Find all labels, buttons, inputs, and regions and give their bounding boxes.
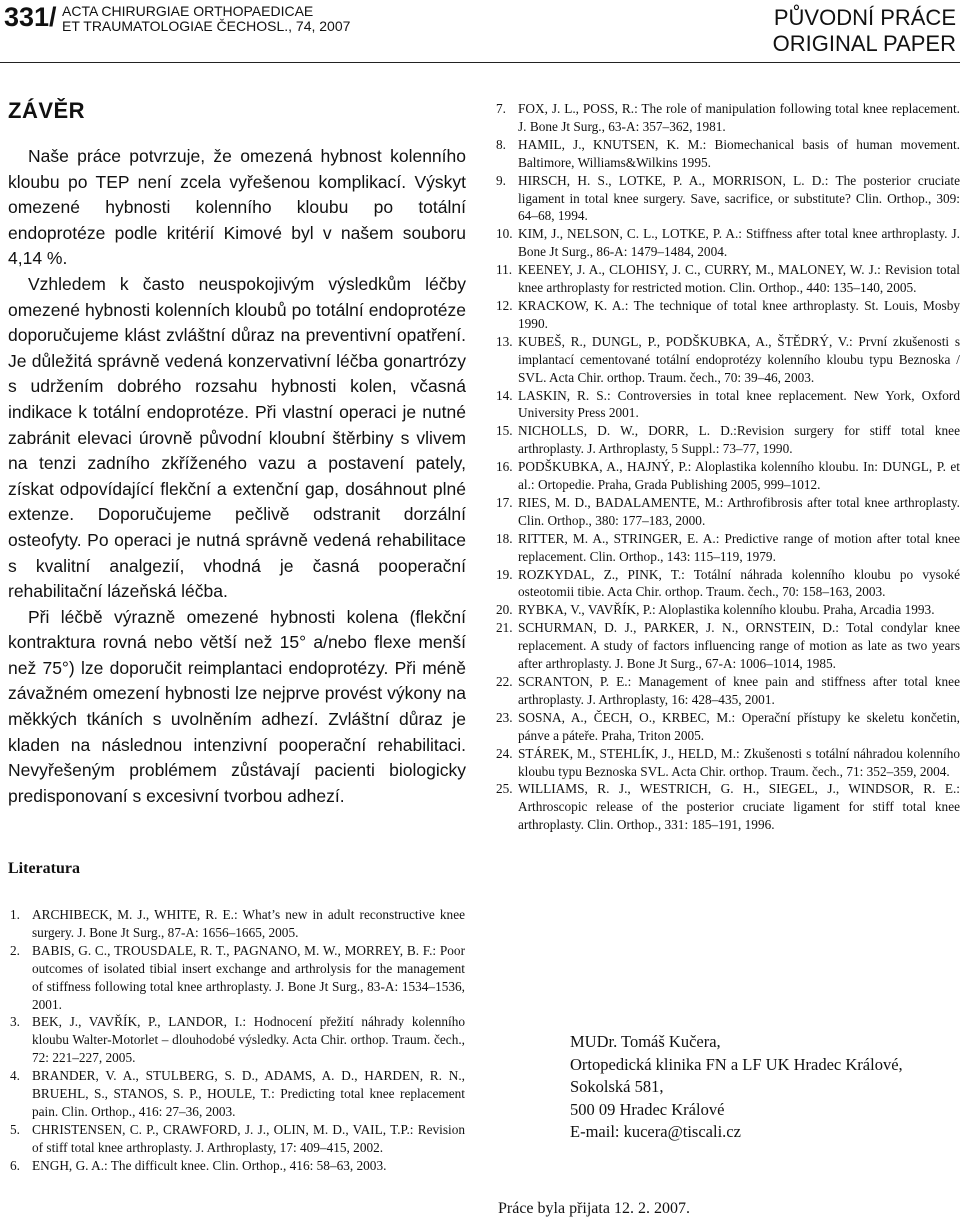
reference-text: HIRSCH, H. S., LOTKE, P. A., MORRISON, L. D.: The posterior cruciate ligament in total knee surgery. Save, sacrifice, or substitute? Clin. Orthop., 309: 64–68, 1994. (518, 172, 960, 224)
reference-text: KEENEY, J. A., CLOHISY, J. C., CURRY, M., MALONEY, W. J.: Revision total knee arthroplasty for restricted motion. Clin. Orthop., 440: 135–140, 2005. (518, 262, 960, 296)
reference-item (10, 906, 465, 942)
reference-number: 14. (496, 387, 513, 403)
conclusion-paragraph: Naše práce potvrzuje, že omezená hybnost kolenního kloubu po TEP není zcela vyřešenou komplikací. Výskyt omezené hybnosti kolenního kloubu po totální endoprotéze podle kritérií Kimové byl v našem souboru 4,14 %. (8, 146, 466, 269)
reference-item (496, 530, 960, 566)
reference-item (10, 1157, 465, 1175)
reference-item (496, 172, 960, 226)
reference-item (10, 1067, 465, 1121)
reference-number: 13. (496, 333, 513, 349)
reference-text: RYBKA, V., VAVŘÍK, P.: Aloplastika kolenního kloubu. Praha, Arcadia 1993. (518, 602, 935, 618)
reference-number: 12. (496, 297, 513, 313)
reference-number: 19. (496, 566, 513, 582)
reference-text: BEK, J., VAVŘÍK, P., LANDOR, I.: Hodnocení přežití náhrady kolenního kloubu Walter-Motorlet – dlouhodobé výsledky. Acta Chir. orthop. Traum. čech., 72: 221–227, 2005. (32, 1014, 465, 1066)
reference-number: 1. (10, 907, 20, 922)
reference-item (496, 601, 960, 619)
reference-item (496, 333, 960, 387)
reference-item (10, 942, 465, 1014)
reference-text: HAMIL, J., KNUTSEN, K. M.: Biomechanical basis of human movement. Baltimore, Williams&Wilkins 1995. (518, 136, 960, 170)
reference-text: NICHOLLS, D. W., DORR, L. D.:Revision surgery for stiff total knee arthroplasty. J. Arthroplasty, 5 Suppl.: 73–77, 1990. (518, 423, 960, 457)
reference-number: 4. (10, 1068, 20, 1084)
reference-item (496, 745, 960, 781)
reference-number: 20. (496, 602, 513, 618)
journal-line-2: ET TRAUMATOLOGIAE ČECHOSL., 74, 2007 (62, 18, 351, 34)
author-address (570, 1031, 903, 1144)
reference-text: LASKIN, R. S.: Controversies in total knee replacement. New York, Oxford University Press 2001. (518, 387, 960, 421)
reference-number: 2. (10, 942, 20, 958)
reference-item (496, 225, 960, 261)
reference-number: 17. (496, 494, 513, 510)
reference-text: FOX, J. L., POSS, R.: The role of manipulation following total knee replacement. J. Bone Jt Surg., 63-A: 357–362, 1981. (518, 101, 960, 134)
page-header (0, 0, 960, 70)
reference-number: 18. (496, 530, 513, 546)
literature-heading: Literatura (8, 860, 80, 877)
reference-number: 22. (496, 674, 513, 689)
reference-list-left (10, 906, 465, 1175)
reference-item (496, 619, 960, 673)
conclusion-paragraph: Při léčbě výrazně omezené hybnosti kolena (flekční kontraktura rovná nebo větší než 15° a/nebo flexe menší než 75°) lze doporučit reimplantaci endoprotézy. Při méně závažném omezení hybnosti lze nejprve provést výkony na měkkých tkáních s uvolněním adhezí. Zvláštní důraz je kladen na následnou intenzivní pooperační rehabilitaci. Nevyřešeným problémem zůstávají pacienti biologicky predisponovaní s excesivní tvorbou adhezí. (8, 606, 466, 806)
reference-text: SCRANTON, P. E.: Management of knee pain and stiffness after total knee arthroplasty. J. Arthroplasty, 16: 428–435, 2001. (518, 674, 960, 707)
reference-text: ENGH, G. A.: The difficult knee. Clin. Orthop., 416: 58–63, 2003. (32, 1157, 387, 1173)
reference-number: 5. (10, 1121, 20, 1137)
reference-number: 10. (496, 226, 513, 242)
journal-name (62, 4, 350, 34)
conclusion-heading: ZÁVĚR (8, 98, 86, 123)
header-rule (0, 62, 960, 63)
reference-number: 16. (496, 459, 513, 475)
reference-number: 25. (496, 781, 513, 797)
accepted-date: Práce byla přijata 12. 2. 2007. (498, 1200, 690, 1217)
reference-text: RIES, M. D., BADALAMENTE, M.: Arthrofibrosis after total knee arthroplasty. Clin. Orthop., 380: 177–183, 2000. (518, 494, 960, 528)
author-email: E-mail: kucera@tiscali.cz (570, 1122, 741, 1142)
page-number: 331/ (4, 2, 57, 32)
reference-text: BRANDER, V. A., STULBERG, S. D., ADAMS, A. D., HARDEN, R. N., BRUEHL, S., STANOS, S. P., HOULE, T.: Predicting total knee replacement pain. Clin. Orthop., 416: 27–36, 2003. (32, 1068, 465, 1119)
reference-item (496, 494, 960, 530)
reference-item (496, 458, 960, 494)
reference-item (496, 261, 960, 297)
reference-item (10, 1121, 465, 1157)
reference-number: 3. (10, 1014, 20, 1030)
conclusion-section (8, 98, 466, 809)
reference-item (496, 709, 960, 745)
reference-item (496, 387, 960, 423)
reference-text: CHRISTENSEN, C. P., CRAWFORD, J. J., OLIN, M. D., VAIL, T.P.: Revision of stiff total knee arthroplasty. J. Arthroplasty, 17: 409–415, 2002. (32, 1121, 465, 1155)
reference-number: 8. (496, 136, 506, 152)
conclusion-paragraph: Vzhledem k často neuspokojivým výsledkům léčby omezené hybnosti kolenních kloubů po totální endoprotéze doporučujeme klást zvláštní důraz na preventivní opatření. Je důležitá správně vedená konzervativní léčba gonartrózy s udržením dobrého rozsahu hybnosti kolen, včasná indikace k totální endoprotéze. Při vlastní operaci je nutné zabránit elevaci úrovně původní kloubní štěrbiny s vlivem na tenzi zadního zkříženého vazu a postavení pately, získat odpovídající flekční a extenční gap, dosáhnout plné extenze. Doporučujeme pečlivě odstranit dorzální osteofyty. Po operaci je nutná správně vedená rehabilitace s kvalitní analgezií, vhodná je časná pooperační rehabilitační lázeňská léčba. (8, 273, 466, 602)
reference-number: 15. (496, 423, 513, 439)
reference-number: 6. (10, 1157, 20, 1173)
reference-item (496, 100, 960, 136)
reference-text: KIM, J., NELSON, C. L., LOTKE, P. A.: Stiffness after total knee arthroplasty. J. Bone Jt Surg., 86-A: 1479–1484, 2004. (518, 226, 960, 260)
journal-line-1: ACTA CHIRURGIAE ORTHOPAEDICAE (62, 3, 314, 19)
reference-list-right (496, 100, 960, 834)
reference-text: KUBEŠ, R., DUNGL, P., PODŠKUBKA, A., ŠTĚDRÝ, V.: První zkušenosti s implantací cementované totální endoprotézy kolenního kloubu typu Beznoska / SVL. Acta Chir. orthop. Traum. čech., 70: 39–46, 2003. (518, 333, 960, 385)
reference-item (496, 780, 960, 834)
reference-text: RITTER, M. A., STRINGER, E. A.: Predictive range of motion after total knee replacement. Clin. Orthop., 143: 115–119, 1979. (518, 530, 960, 564)
reference-item (496, 673, 960, 709)
reference-number: 23. (496, 709, 513, 725)
address-line: Ortopedická klinika FN a LF UK Hradec Králové, (570, 1054, 903, 1074)
reference-item (496, 297, 960, 333)
reference-number: 21. (496, 620, 513, 636)
reference-item (496, 422, 960, 458)
address-line: Sokolská 581, (570, 1077, 664, 1097)
reference-number: 7. (496, 101, 506, 116)
reference-text: PODŠKUBKA, A., HAJNÝ, P.: Aloplastika kolenního kloubu. In: DUNGL, P. et al.: Ortopedie. Praha, Grada Publishing 2005, 999–1012. (518, 459, 960, 493)
reference-item (496, 136, 960, 172)
reference-number: 11. (496, 262, 513, 278)
reference-item (10, 1013, 465, 1067)
article-type-en: ORIGINAL PAPER (772, 31, 956, 56)
reference-number: 9. (496, 172, 506, 188)
address-line: 500 09 Hradec Králové (570, 1099, 725, 1119)
reference-text: WILLIAMS, R. J., WESTRICH, G. H., SIEGEL, J., WINDSOR, R. E.: Arthroscopic release of the posterior cruciate ligament for stiff total knee arthroplasty. Clin. Orthop., 331: 185–191, 1996. (518, 781, 960, 833)
article-type-cz: PŮVODNÍ PRÁCE (773, 5, 956, 30)
article-type (773, 5, 956, 57)
author-name: MUDr. Tomáš Kučera, (570, 1032, 721, 1051)
reference-text: STÁREK, M., STEHLÍK, J., HELD, M.: Zkušenosti s totální náhradou kolenního kloubu typu Beznoska SVL. Acta Chir. orthop. Traum. čech., 71: 352–359, 2004. (518, 745, 960, 779)
reference-text: SOSNA, A., ČECH, O., KRBEC, M.: Operační přístupy ke skeletu končetin, pánve a páteře. Praha, Triton 2005. (518, 709, 960, 743)
reference-text: KRACKOW, K. A.: The technique of total knee arthroplasty. St. Louis, Mosby 1990. (518, 297, 960, 331)
reference-number: 24. (496, 745, 513, 761)
reference-text: SCHURMAN, D. J., PARKER, J. N., ORNSTEIN, D.: Total condylar knee replacement. A study of factors influencing range of motion as late as two years after arthroplasty. J. Bone Jt Surg., 67-A: 1006–1014, 1985. (518, 620, 960, 672)
reference-text: ARCHIBECK, M. J., WHITE, R. E.: What’s new in adult reconstructive knee surgery. J. Bone Jt Surg., 87-A: 1656–1665, 2005. (32, 907, 465, 940)
reference-item (496, 566, 960, 602)
reference-text: BABIS, G. C., TROUSDALE, R. T., PAGNANO, M. W., MORREY, B. F.: Poor outcomes of isolated tibial insert exchange and arthrolysis for the management of stiffness following total knee arthroplasty. J. Bone Jt Surg., 83-A: 1534–1536, 2001. (32, 942, 465, 1012)
reference-text: ROZKYDAL, Z., PINK, T.: Totální náhrada kolenního kloubu po vysoké osteotomii tibie. Acta Chir. orthop. Traum. čech., 70: 158–163, 2003. (518, 566, 960, 600)
